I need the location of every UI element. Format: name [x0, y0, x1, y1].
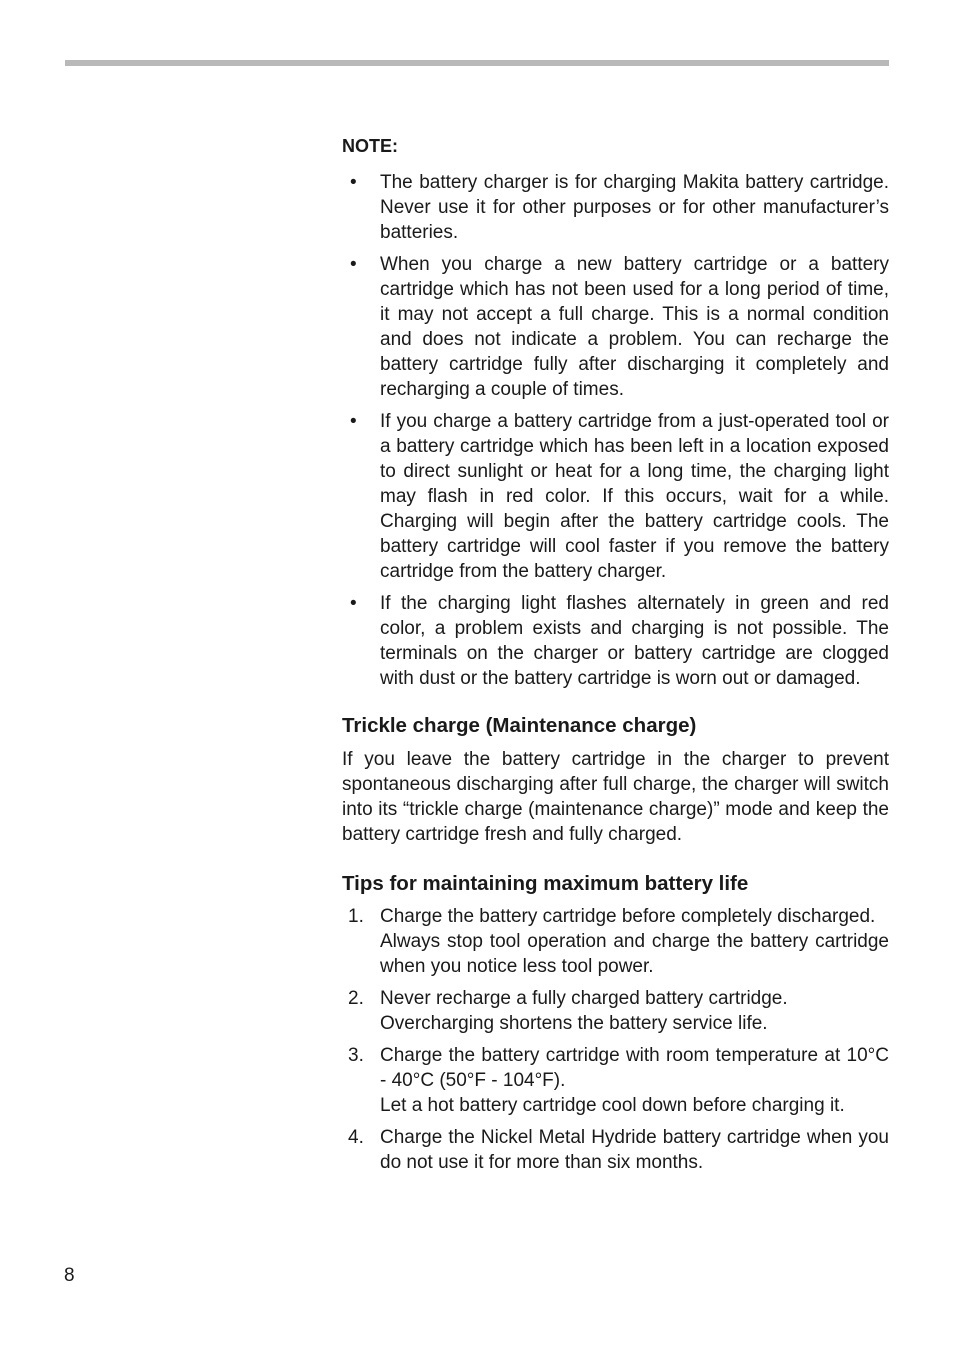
bullet-marker: •	[350, 172, 357, 193]
tip-item	[342, 1043, 889, 1118]
tip-item	[342, 1125, 889, 1175]
tip-subtext: Let a hot battery cartridge cool down before charging it.	[380, 1095, 845, 1116]
trickle-charge-text: If you leave the battery cartridge in the charger to prevent spontaneous discharging after full charge, the charger will switch into its “trickle charge (maintenance charge)” mode and keep the battery cartridge fresh and fully charged.	[342, 749, 889, 845]
note-list	[342, 170, 889, 691]
tip-item	[342, 986, 889, 1036]
bullet-marker: •	[350, 411, 357, 432]
note-item	[342, 409, 889, 584]
note-item	[342, 591, 889, 691]
page-number: 8	[64, 1265, 75, 1286]
page-content	[342, 134, 889, 1182]
tip-subtext: Overcharging shortens the battery service life.	[380, 1013, 768, 1034]
tip-subtext: Always stop tool operation and charge the battery cartridge when you notice less tool power.	[380, 931, 889, 977]
bullet-marker: •	[350, 254, 357, 275]
note-label: NOTE:	[342, 136, 398, 156]
tip-text: Charge the battery cartridge before completely discharged.	[380, 906, 876, 927]
note-item	[342, 170, 889, 245]
note-item-text: If you charge a battery cartridge from a just-operated tool or a battery cartridge which has been left in a location exposed to direct sunlight or heat for a long time, the charging light may flash in red color. If this occurs, wait for a while. Charging will begin after the battery cartridge cools. The battery cartridge will cool faster if you remove the battery cartridge from the battery charger.	[380, 411, 889, 582]
tips-list	[342, 904, 889, 1175]
tip-number: 4.	[348, 1127, 364, 1148]
tip-number: 2.	[348, 988, 364, 1009]
tip-text: Never recharge a fully charged battery cartridge.	[380, 988, 788, 1009]
note-item-text: The battery charger is for charging Makita battery cartridge. Never use it for other purposes or for other manufacturer’s batteries.	[380, 172, 889, 243]
tip-number: 3.	[348, 1045, 364, 1066]
tip-text: Charge the battery cartridge with room temperature at 10°C - 40°C (50°F - 104°F).	[380, 1045, 889, 1091]
bullet-marker: •	[350, 593, 357, 614]
trickle-charge-heading: Trickle charge (Maintenance charge)	[342, 714, 697, 737]
note-item-text: If the charging light flashes alternately in green and red color, a problem exists and charging is not possible. The terminals on the charger or battery cartridge are clogged with dust or the battery cartridge is worn out or damaged.	[380, 593, 889, 689]
tips-heading: Tips for maintaining maximum battery life	[342, 872, 749, 895]
top-rule	[65, 60, 889, 66]
note-item-text: When you charge a new battery cartridge or a battery cartridge which has not been used for a long period of time, it may not accept a full charge. This is a normal condition and does not indicate a problem. You can recharge the battery cartridge fully after discharging it completely and recharging a couple of times.	[380, 254, 889, 400]
note-item	[342, 252, 889, 402]
tip-number: 1.	[348, 906, 364, 927]
tip-item	[342, 904, 889, 979]
tip-text: Charge the Nickel Metal Hydride battery cartridge when you do not use it for more than six months.	[380, 1127, 889, 1173]
